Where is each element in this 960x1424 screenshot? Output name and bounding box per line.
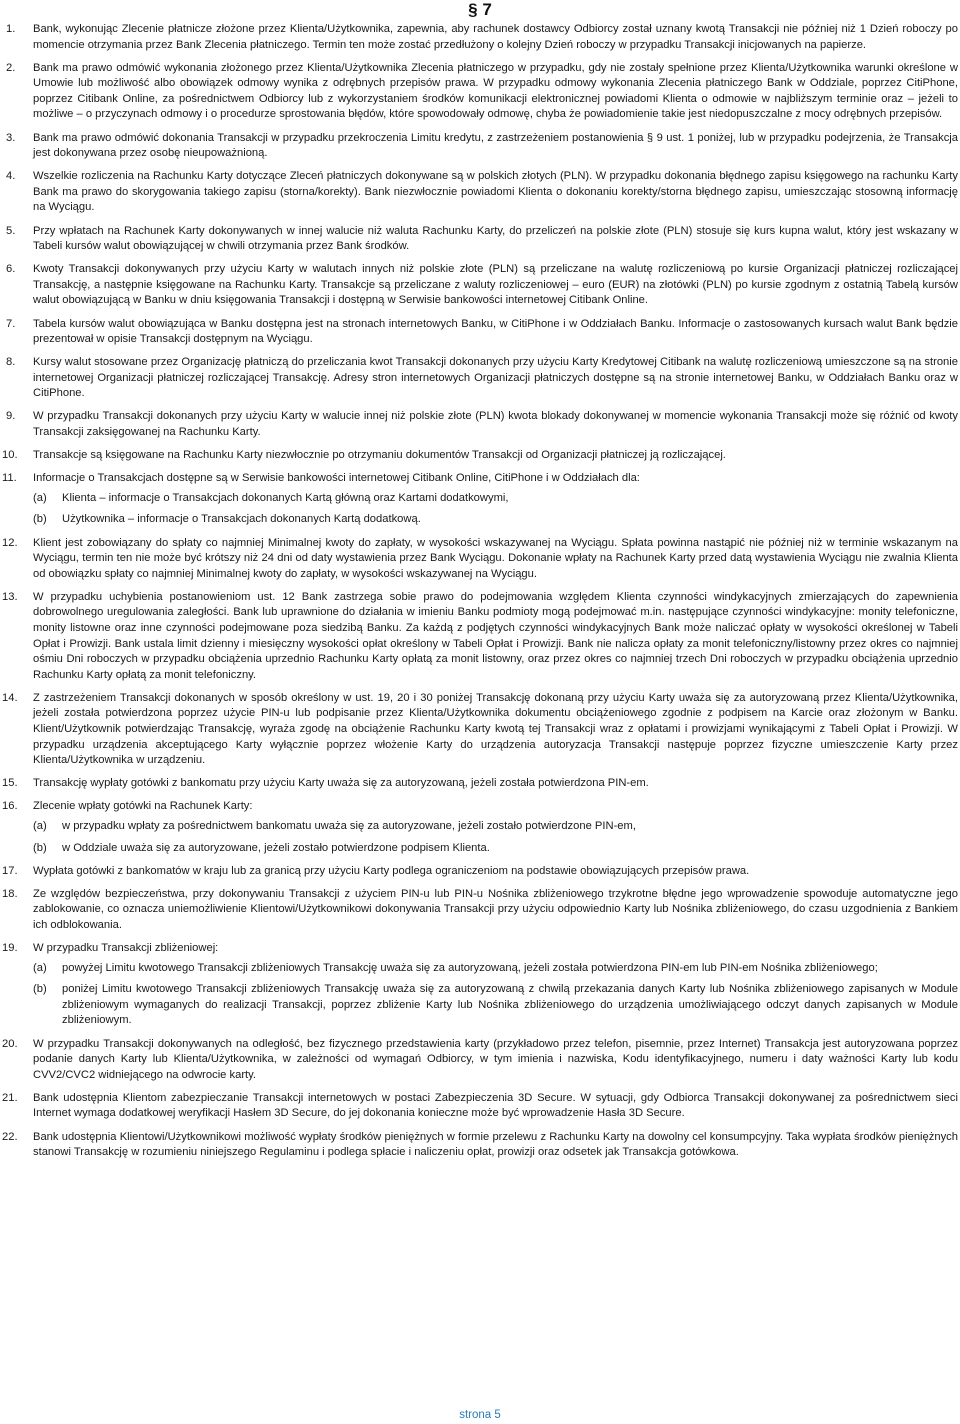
item-number: 2.	[6, 61, 16, 74]
list-item	[0, 448, 958, 464]
list-item	[0, 691, 958, 769]
item-number: 15.	[2, 777, 18, 790]
sub-list	[33, 491, 958, 528]
list-item	[0, 317, 958, 348]
item-number: 13.	[2, 590, 18, 603]
item-number: 7.	[6, 317, 16, 330]
list-item	[0, 864, 958, 880]
sub-item-label: (a)	[33, 961, 47, 974]
section-heading: § 7	[468, 0, 492, 19]
item-text: Klient jest zobowiązany do spłaty co najmniej Minimalnej kwoty do zapłaty, w wysokości wskazywanej na Wyciągu. Spłata powinna nastąpić nie później niż w terminie wskazanym na Wyciągu, termin ten nie może być krótszy niż 24 dni od daty wystawienia przez Bank Wyciągu. Dokonanie wpłaty na Rachunek Karty przed datą wystawienia Wyciągu nie zwalnia Klienta od obowiązku spłaty co najmniej Minimalnej kwoty do zapłaty, w wysokości wskazywanej na Wyciągu.	[33, 536, 958, 580]
item-number: 12.	[2, 536, 18, 549]
list-item	[0, 1037, 958, 1084]
sub-item	[33, 982, 958, 1029]
regulation-items-list	[0, 22, 958, 1168]
item-number: 6.	[6, 263, 16, 276]
list-item	[0, 131, 958, 162]
item-number: 18.	[2, 887, 18, 900]
item-text: W przypadku uchybienia postanowieniom ust. 12 Bank zastrzega sobie prawo do podejmowania względem Klienta czynności windykacyjnych zmierzających do zapewnienia dobrowolnego uregulowania zaległości. Bank lub uprawnione do działania w imieniu Banku podmioty mogą podejmować m.in. następujące czynności windykacyjne: monity telefoniczne, monity listowne oraz inne czynności podejmowane poza siedzibą Banku. Za każdą z podjętych czynności windykacyjnych Bank może naliczać opłaty w wysokości określonej w Tabeli Opłat i Prowizji. Bank ustala limit dzienny i miesięczny wysokości opłat określony w Tabeli Opłat i Prowizji. Bank nie nalicza opłaty za monit telefoniczny/listowny przez okres co najmniej ośmiu Dni roboczych w przypadku obciążenia uprzednio Rachunku Karty opłatą za monit listowny, oraz przez okres co najmniej trzech Dni roboczych w przypadku obciążenia uprzednio Rachunku Karty opłatą za monit telefoniczny.	[33, 590, 958, 681]
item-text: Kwoty Transakcji dokonywanych przy użyciu Karty w walutach innych niż polskie złote (PLN) są przeliczane na walutę rozliczeniową po kursie Organizacji płatniczej rozliczającej Transakcję, a następnie księgowane na Rachunku Karty. Transakcje są przeliczane z waluty rozliczeniowej – euro (EUR) na złotówki (PLN) po kursie zgodnym z ostatnią Tabelą kursów walut obowiązującą w Banku w dniu księgowania Transakcji i dostępną w Serwisie bankowości internetowej Citibank Online.	[33, 263, 958, 307]
item-text: Przy wpłatach na Rachunek Karty dokonywanych w innej walucie niż waluta Rachunku Karty, do przeliczeń na polskie złote (PLN) stosuje się kurs kupna walut, który jest wskazany w Tabeli kursów walut obowiązującej w chwili otrzymania przez Bank środków.	[33, 224, 958, 253]
item-text: Ze względów bezpieczeństwa, przy dokonywaniu Transakcji z użyciem PIN-u lub PIN-u Nośnika zbliżeniowego trzykrotne błędne jego wprowadzenie spowoduje automatyczne jego zablokowanie, co oznacza uniemożliwienie Klientowi/Użytkownikowi dokonywania Transakcji przy użyciu odpowiednio Karty lub Nośnika zbliżeniowego, do czasu uzgodnienia z Bankiem ich odblokowania.	[33, 887, 958, 931]
list-item	[0, 224, 958, 255]
list-item	[0, 355, 958, 402]
sub-item-label: (b)	[33, 841, 47, 854]
item-number: 17.	[2, 864, 18, 877]
item-number: 10.	[2, 449, 18, 462]
sub-item-label: (a)	[33, 820, 47, 833]
list-item	[0, 776, 958, 792]
list-item	[0, 471, 958, 528]
sub-item	[33, 819, 958, 835]
list-item	[0, 590, 958, 684]
item-text: W przypadku Transakcji dokonywanych na odległość, bez fizycznego przedstawienia karty (przykładowo przez telefon, pisemnie, przez Internet) Transakcja jest autoryzowana poprzez podanie danych Karty lub Klienta/Użytkownika, w zależności od wymagań Odbiorcy, w tym imienia i nazwiska, Kodu identyfikacyjnego, numeru i daty ważności Karty lub kodu CVV2/CVC2 widniejącego na odwrocie karty.	[33, 1037, 958, 1081]
sub-item-text: Klienta – informacje o Transakcjach dokonanych Kartą główną oraz Kartami dodatkowymi,	[62, 491, 509, 504]
item-text: Informacje o Transakcjach dostępne są w Serwisie bankowości internetowej Citibank Online, CitiPhone i w Oddziałach dla:	[33, 472, 640, 485]
item-number: 20.	[2, 1037, 18, 1050]
list-item	[0, 1091, 958, 1122]
item-number: 11.	[2, 472, 17, 485]
list-item	[0, 61, 958, 123]
sub-item-text: w przypadku wpłaty za pośrednictwem bankomatu uważa się za autoryzowane, jeżeli zostało potwierdzone PIN-em,	[62, 820, 636, 833]
list-item	[0, 262, 958, 309]
item-number: 1.	[6, 23, 16, 35]
item-text: Bank, wykonując Zlecenie płatnicze złożone przez Klienta/Użytkownika, zapewnia, aby rachunek dostawcy Odbiorcy został uznany kwotą Transakcji nie później niż 1 Dzień roboczy po momencie otrzymania przez Bank Zlecenia płatniczego. Termin ten może zostać przedłużony o kolejny Dzień roboczy w przypadku Transakcji inicjowanych na papierze.	[33, 23, 958, 51]
item-text: Z zastrzeżeniem Transakcji dokonanych w sposób określony w ust. 19, 20 i 30 poniżej Transakcję dokonaną przy użyciu Karty uważa się za autoryzowaną przez Klienta/Użytkownika, jeżeli została potwierdzona poprzez użycie PIN-u lub podpisanie przez Klienta/Użytkownika dokumentu obciążeniowego zgodnie z podpisem na Karcie oraz złożonym w Banku. Klient/Użytkownik potwierdzając Transakcję, wyraża zgodę na obciążenie Rachunku Karty kwotą tej Transakcji wraz z opłatami i prowizjami wynikającymi z Tabeli Opłat i Prowizji. W przypadku urządzenia akceptującego Karty wyłącznie poprzez włożenie Karty do urządzenia autoryzacja Transakcji następuje poprzez fizyczne umieszczenie Karty przez Klienta/Użytkownika w urządzeniu.	[33, 691, 958, 767]
sub-list	[33, 961, 958, 1029]
item-number: 3.	[6, 131, 16, 144]
sub-item	[33, 961, 958, 977]
sub-item-label: (a)	[33, 491, 47, 504]
item-number: 16.	[2, 800, 18, 813]
item-number: 14.	[2, 691, 18, 704]
item-text: W przypadku Transakcji zbliżeniowej:	[33, 942, 219, 955]
item-text: Bank ma prawo odmówić dokonania Transakcji w przypadku przekroczenia Limitu kredytu, z zastrzeżeniem postanowienia § 9 ust. 1 poniżej, lub w przypadku podejrzenia, że Transakcja jest dokonywana przez osobę nieupoważnioną.	[33, 131, 958, 160]
item-text: Transakcje są księgowane na Rachunku Karty niezwłocznie po otrzymaniu dokumentów Transakcji od Organizacji płatniczej ją rozliczającej.	[33, 449, 726, 462]
item-text: Wypłata gotówki z bankomatów w kraju lub za granicą przy użyciu Karty podlega ograniczeniom na podstawie obowiązujących przepisów prawa.	[33, 864, 750, 877]
item-text: Zlecenie wpłaty gotówki na Rachunek Karty:	[33, 800, 253, 813]
item-text: W przypadku Transakcji dokonanych przy użyciu Karty w walucie innej niż polskie złote (PLN) kwota blokady dokonywanej w momencie wykonania Transakcji może się różnić od kwoty Transakcji zaksięgowanej na Rachunku Karty.	[33, 410, 958, 439]
sub-list	[33, 819, 958, 856]
sub-item-text: poniżej Limitu kwotowego Transakcji zbliżeniowych Transakcję uważa się za autoryzowaną z chwilą przekazania danych Karty lub Nośnika zbliżeniowego zapisanych w Module zbliżeniowym wymaganych do realizacji Transakcji, poprzez zbliżenie Karty lub Nośnika zbliżeniowego do urządzenia umożliwiającego odczyt danych zapisanych w Module zbliżeniowym.	[62, 983, 958, 1027]
item-number: 19.	[2, 942, 18, 955]
item-number: 21.	[2, 1091, 18, 1104]
sub-item-label: (b)	[33, 983, 47, 996]
item-text: Transakcję wypłaty gotówki z bankomatu przy użyciu Karty uważa się za autoryzowaną, jeżeli została potwierdzona PIN-em.	[33, 777, 649, 790]
item-text: Tabela kursów walut obowiązująca w Banku dostępna jest na stronach internetowych Banku, w CitiPhone i w Oddziałach Banku. Informacje o zastosowanych kursach walut Bank będzie prezentował w opisie Transakcji dostępnym na Wyciągu.	[33, 317, 958, 346]
page-number: strona 5	[459, 1409, 501, 1421]
item-text: Bank udostępnia Klientowi/Użytkownikowi możliwość wypłaty środków pieniężnych w formie przelewu z Rachunku Karty na dowolny cel konsumpcyjny. Taka wypłata środków pieniężnych stanowi Transakcję w rozumieniu niniejszego Regulaminu i podlega spłacie i naliczeniu opłat, prowizji oraz odsetek jak Transakcja gotówkowa.	[33, 1130, 958, 1159]
item-text: Kursy walut stosowane przez Organizację płatniczą do przeliczania kwot Transakcji dokonanych przy użyciu Karty Kredytowej Citibank na walutę rozliczeniową umieszczone są na stronie internetowej Organizacji płatniczej rozliczającej Transakcję. Adresy stron internetowych Organizacji płatniczych dostępne są na stronie internetowej Banku, w Oddziałach Banku oraz w CitiPhone.	[33, 356, 958, 400]
list-item	[0, 22, 958, 53]
list-item	[0, 536, 958, 583]
item-text: Wszelkie rozliczenia na Rachunku Karty dotyczące Zleceń płatniczych dokonywane są w polskich złotych (PLN). W przypadku dokonania błędnego zapisu księgowego na rachunku Karty Bank ma prawo do skorygowania takiego zapisu (storna/korekty). Bank niezwłocznie powiadomi Klienta o dokonaniu korekty/storna błędnego zapisu, umieszczając stosowną informację na Wyciągu.	[33, 170, 958, 214]
list-item	[0, 169, 958, 216]
list-item	[0, 1130, 958, 1161]
item-text: Bank udostępnia Klientom zabezpieczanie Transakcji internetowych w postaci Zabezpieczenia 3D Secure. W sytuacji, gdy Odbiorca Transakcji dokonywanej za pośrednictwem sieci Internet wymaga dodatkowej weryfikacji Hasłem 3D Secure, do jej dokonania konieczne może być wprowadzenie Hasła 3D Secure.	[33, 1091, 958, 1120]
sub-item	[33, 512, 958, 528]
list-item	[0, 887, 958, 934]
list-item	[0, 799, 958, 856]
item-text: Bank ma prawo odmówić wykonania złożonego przez Klienta/Użytkownika Zlecenia płatniczego w przypadku, gdy nie zostały spełnione przez Klienta/Użytkownika warunki określone w Umowie lub możliwość albo obowiązek odmowy wynika z odrębnych przepisów prawa. W przypadku odmowy wykonania Zlecenia płatniczego Bank w Oddziale, poprzez CitiPhone, poprzez Citibank Online, za pośrednictwem Odbiorcy lub z wykorzystaniem środków komunikacji elektronicznej powiadomi Klienta o odmowie w najbliższym terminie oraz – jeżeli to możliwe – o przyczynach odmowy i o procedurze sprostowania błędów, które spowodowały odmowę, chyba że powiadomienie takie jest niedopuszczalne z mocy odrębnych przepisów.	[33, 61, 958, 121]
item-number: 9.	[6, 410, 16, 423]
sub-item	[33, 491, 958, 507]
sub-item-text: powyżej Limitu kwotowego Transakcji zbliżeniowych Transakcję uważa się za autoryzowaną, jeżeli została potwierdzona PIN-em lub PIN-em Nośnika zbliżeniowego;	[62, 961, 878, 974]
item-number: 5.	[6, 224, 16, 237]
sub-item	[33, 841, 958, 857]
item-number: 8.	[6, 356, 16, 369]
sub-item-text: Użytkownika – informacje o Transakcjach dokonanych Kartą dodatkową.	[62, 513, 421, 526]
item-number: 4.	[6, 170, 16, 183]
sub-item-label: (b)	[33, 513, 47, 526]
list-item	[0, 409, 958, 440]
sub-item-text: w Oddziale uważa się za autoryzowane, jeżeli zostało potwierdzone podpisem Klienta.	[62, 841, 490, 854]
item-number: 22.	[2, 1130, 18, 1143]
list-item	[0, 941, 958, 1029]
